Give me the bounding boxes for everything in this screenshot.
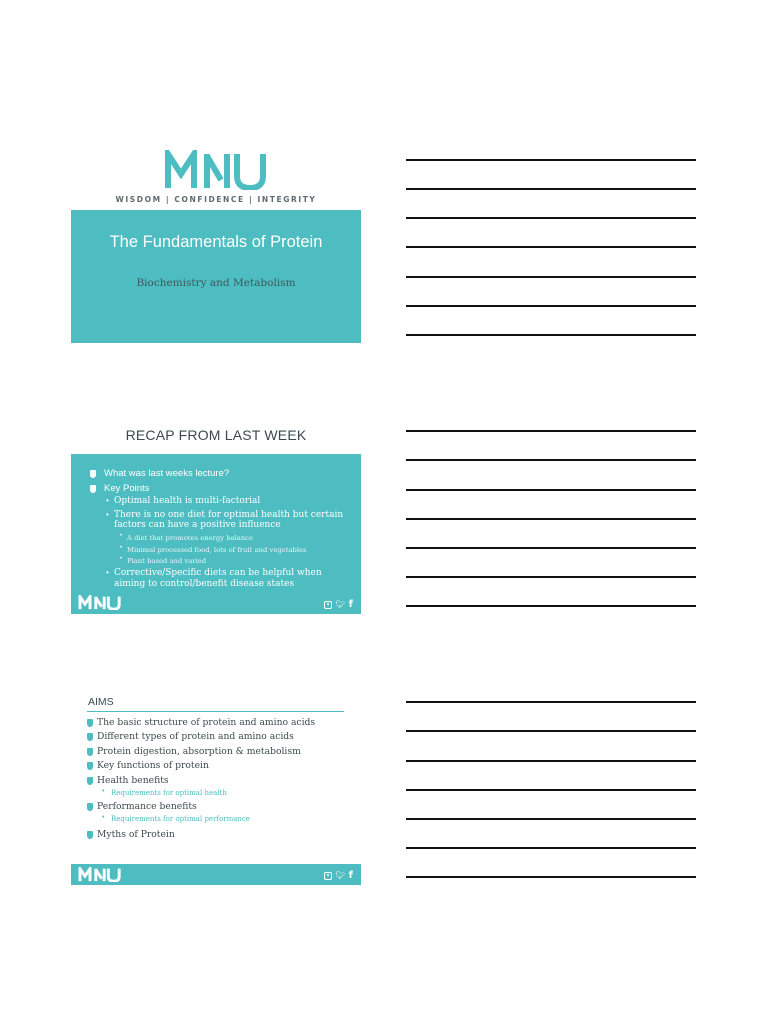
sub-sub-bullet-dot: • <box>120 556 123 562</box>
mnu-logo <box>165 148 269 190</box>
social-icons <box>324 599 353 610</box>
note-line <box>406 188 696 190</box>
sub-bullet-dot: • <box>106 496 109 505</box>
aim-sub-item: Requirements for optimal performance <box>111 815 250 823</box>
note-line <box>406 701 696 703</box>
aim-item: Key functions of protein <box>97 760 209 771</box>
mnu-footer-logo <box>78 867 122 887</box>
bullet-text: What was last weeks lecture? <box>104 468 230 479</box>
recap-slide <box>71 454 361 614</box>
sub-bullet-text: aiming to control/benefit disease states <box>114 579 295 589</box>
note-line <box>406 217 696 219</box>
shield-bullet-icon <box>87 831 93 839</box>
mnu-logo-mark <box>165 150 269 190</box>
note-line <box>406 334 696 336</box>
sub-bullet-text: There is no one diet for optimal health but certain <box>114 510 344 520</box>
sub-bullet-text: Optimal health is multi-factorial <box>114 496 261 506</box>
aim-item: The basic structure of protein and amino acids <box>97 717 316 728</box>
note-line <box>406 305 696 307</box>
note-line <box>406 760 696 762</box>
note-line <box>406 246 696 248</box>
mnu-logo-mark <box>78 867 122 882</box>
shield-bullet-icon <box>87 719 93 727</box>
sub-bullet-dot: • <box>102 788 105 795</box>
aim-item: Different types of protein and amino acids <box>97 731 294 742</box>
aims-slide <box>71 690 361 885</box>
bullet-text: Key Points <box>104 483 150 494</box>
aims-divider <box>87 711 344 712</box>
slide-title: The Fundamentals of Protein <box>109 233 323 251</box>
note-line <box>406 547 696 549</box>
facebook-icon[interactable]: f <box>348 599 353 610</box>
note-line <box>406 876 696 878</box>
mnu-footer-logo <box>78 595 122 615</box>
aim-sub-item: Requirements for optimal health <box>111 789 227 797</box>
recap-title: RECAP FROM LAST WEEK <box>125 427 307 443</box>
sub-sub-bullet-text: Minimal processed food, lots of fruit and vegetables <box>127 546 307 554</box>
social-icons <box>324 870 353 881</box>
shield-bullet-icon <box>87 777 93 785</box>
sub-bullet-dot: • <box>102 814 105 821</box>
sub-bullet-dot: • <box>106 510 109 519</box>
mnu-logo-mark <box>78 595 122 610</box>
aim-item: Health benefits <box>97 775 169 786</box>
note-line <box>406 159 696 161</box>
twitter-icon[interactable]: 🐦︎ <box>335 600 346 609</box>
note-line <box>406 276 696 278</box>
title-box <box>71 210 361 343</box>
note-line <box>406 730 696 732</box>
shield-bullet-icon <box>87 762 93 770</box>
aim-item: Protein digestion, absorption & metabolism <box>97 746 301 757</box>
twitter-icon[interactable]: 🐦︎ <box>335 871 346 880</box>
aim-item: Performance benefits <box>97 801 197 812</box>
note-line <box>406 518 696 520</box>
sub-sub-bullet-text: A diet that promotes energy balance <box>127 534 254 542</box>
aims-heading: AIMS <box>88 696 114 708</box>
shield-bullet-icon <box>87 748 93 756</box>
note-line <box>406 789 696 791</box>
shield-bullet-icon <box>90 485 96 493</box>
sub-bullet-text: Corrective/Specific diets can be helpful when <box>114 568 322 578</box>
aim-item: Myths of Protein <box>97 829 175 840</box>
shield-bullet-icon <box>87 803 93 811</box>
sub-bullet-dot: • <box>106 568 109 577</box>
note-line <box>406 576 696 578</box>
shield-bullet-icon <box>90 470 96 478</box>
footer-bar <box>71 864 361 885</box>
instagram-icon[interactable] <box>324 601 332 609</box>
sub-sub-bullet-dot: • <box>120 545 123 551</box>
note-line <box>406 847 696 849</box>
tagline: WISDOM | CONFIDENCE | INTEGRITY <box>115 195 317 204</box>
note-line <box>406 489 696 491</box>
sub-sub-bullet-dot: • <box>120 533 123 539</box>
note-line <box>406 818 696 820</box>
slide-subtitle: Biochemistry and Metabolism <box>136 277 296 289</box>
note-line <box>406 459 696 461</box>
sub-sub-bullet-text: Plant based and varied <box>127 557 207 565</box>
sub-bullet-text: factors can have a positive influence <box>114 520 281 530</box>
instagram-icon[interactable] <box>324 872 332 880</box>
shield-bullet-icon <box>87 733 93 741</box>
note-line <box>406 605 696 607</box>
title-slide <box>71 140 361 343</box>
facebook-icon[interactable]: f <box>348 870 353 881</box>
note-line <box>406 430 696 432</box>
